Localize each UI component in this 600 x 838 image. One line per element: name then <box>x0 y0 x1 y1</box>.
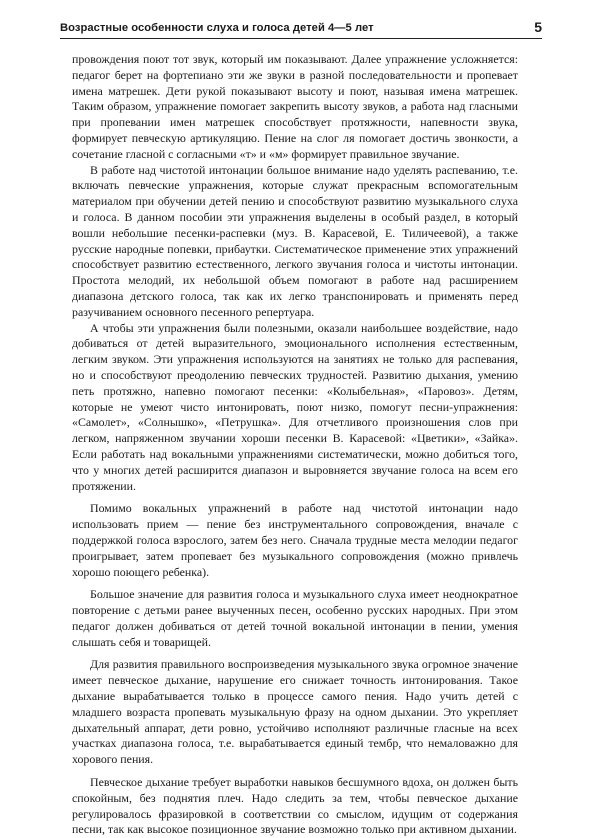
paragraph: В работе над чистотой интонации большое внимание надо уделять распеванию, т.е. включать певческие упражнения, которые служат прекрасным вспомогательным материалом при обучении детей пению и способствуют развитию музыкального слуха и голоса. В данном пособии эти упражнения выделены в особый раздел, в который вошли небольшие песенки-распевки (муз. В. Карасевой, Е. Тиличеевой), а также русские народные попевки, прибаутки. Систематическое применение этих упражнений способствует развитию естественного, легкого звучания голоса и чистоты интонации. Простота мелодий, их небольшой объем помогают в работе над расширением диапазона детского голоса, так как их легко транспонировать и применять перед разучиванием основного песенного репертуара. <box>72 162 518 319</box>
paragraph: А чтобы эти упражнения были полезными, оказали наибольшее воздействие, надо добиваться от детей выразительного, эмоционального исполнения естественным, легким звуком. Эти упражнения используются на занятиях не только для распевания, но и способствуют преодолению певческих трудностей. Развитию дыхания, умению петь протяжно, напевно помогают песенки: «Колыбельная», «Паровоз». Детям, которые не умеют чисто интонировать, поют низко, помогут песни-упражнения: «Самолет», «Солнышко», «Петрушка». Для отчетливого произношения слов при легком, напряженном звучании хороши песенки В. Карасевой: «Цветики», «Зайка». Если работать над вокальными упражнениями систематически, можно добиться того, что у многих детей расширится диапазон и выровняется звучание голоса на всем его протяжении. <box>72 320 518 493</box>
paragraph: Помимо вокальных упражнений в работе над чистотой интонации надо использовать прием — пение без инструментального сопровождения, вначале с поддержкой голоса взрослого, затем без него. Сначала трудные места мелодии педагог проигрывает, затем пропевает без музыкального сопровождения (можно привлечь хорошо поющего ребенка). <box>72 501 518 579</box>
page-number: 5 <box>534 19 542 35</box>
paragraph: Певческое дыхание требует выработки навыков бесшумного вдоха, он должен быть спокойным, без поднятия плеч. Надо следить за тем, чтобы певческое дыхание регулировалось фразировкой в соответствии со смыслом, идущим от содержания песни, так как высокое позиционное звучание возможно только при активном дыхании. <box>72 775 518 837</box>
paragraph: провождения поют тот звук, который им показывают. Далее упражнение усложняется: педагог берет на фортепиано эти же звуки в разной последовательности и пропевает имена матрешек. Дети рукой показывают высоту и поют, называя имена матрешек. Таким образом, упражнение помогает закрепить высоту звуков, а работа над гласными при пропевании имен матрешек способствует протяжности, напевности звука, формирует певческую артикуляцию. Пение на слог ля помогает достичь звонкости, а сочетание гласной с согласными «т» и «м» формирует правильное звучание. <box>72 52 518 161</box>
chapter-title: Возрастные особенности слуха и голоса детей 4—5 лет <box>60 22 374 34</box>
running-header <box>60 14 542 39</box>
body-text <box>72 52 518 838</box>
paragraph: Большое значение для развития голоса и музыкального слуха имеет неоднократное повторение с детьми ранее выученных песен, особенно русских народных. При этом педагог должен добиваться от детей точной вокальной интонации в пении, умения слышать себя и товарищей. <box>72 587 518 649</box>
paragraph: Для развития правильного воспроизведения музыкального звука огромное значение имеет певческое дыхание, нарушение его снижает точность интонирования. Такое дыхание вырабатывается только в процессе самого пения. Надо учить детей с младшего возраста пропевать музыкальную фразу на одном дыхании. Это укрепляет дыхательный аппарат, дети ровно, устойчиво исполняют различные гласные на всех участках диапазона голоса, т.е. вырабатывается единый тембр, что немаловажно для хорового пения. <box>72 657 518 767</box>
